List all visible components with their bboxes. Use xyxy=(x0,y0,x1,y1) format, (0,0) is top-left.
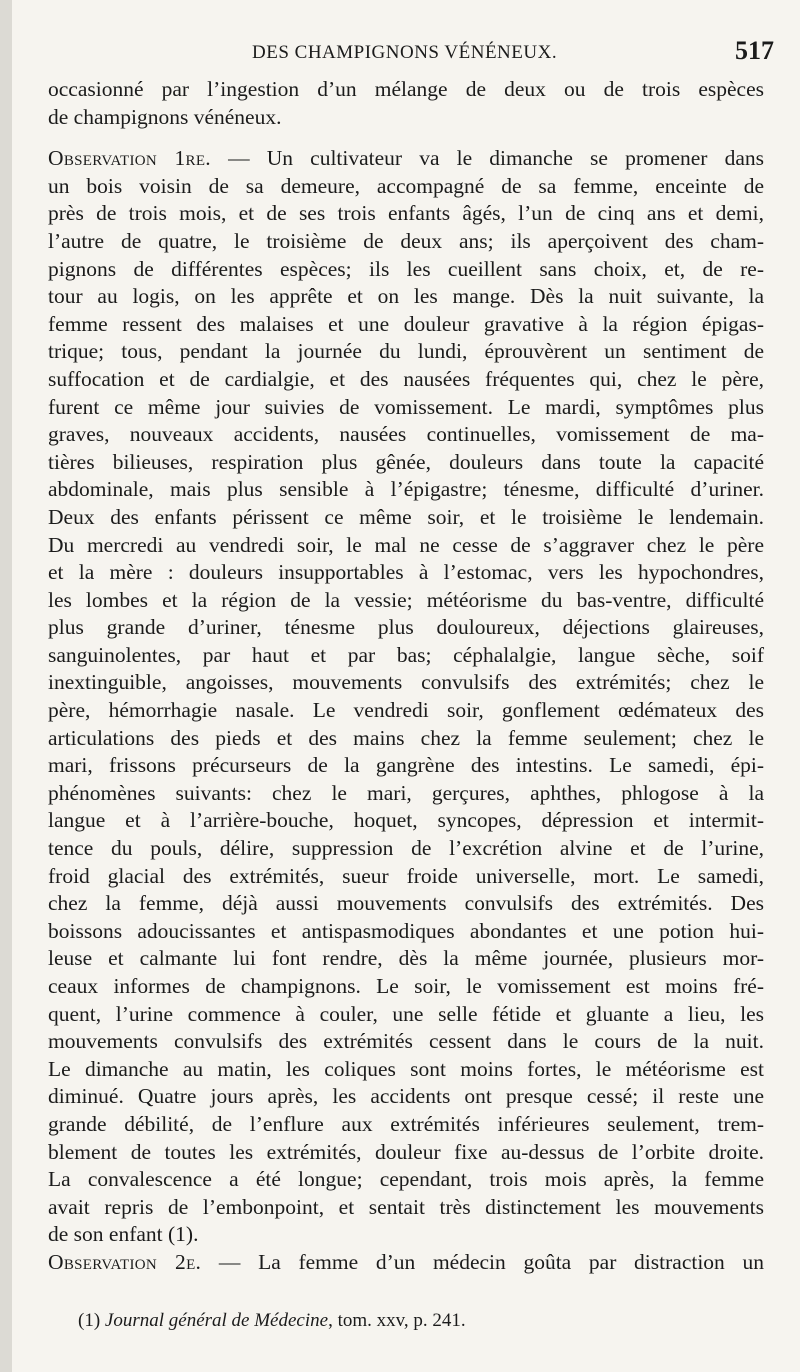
text-line: froid glacial des extrémités, sueur froide universelle, mort. Le samedi, xyxy=(48,863,764,888)
text-line: diminué. Quatre jours après, les accidents ont presque cessé; il reste une xyxy=(48,1084,764,1109)
text-line: trique; tous, pendant la journée du lundi, éprouvèrent un sentiment de xyxy=(48,339,764,364)
observation-2-label: Observation 2e. xyxy=(48,1249,202,1274)
observation-2-first-line xyxy=(48,1249,764,1277)
text-line: chez la femme, déjà aussi mouvements convulsifs des extrémités. Des xyxy=(48,891,764,916)
text-line: quent, l’urine commence à couler, une selle fétide et gluante a lieu, les xyxy=(48,1001,764,1026)
body-text xyxy=(48,76,764,1277)
text-line: boissons adoucissantes et antispasmodiques abondantes et une potion hui- xyxy=(48,918,764,943)
text-line: La convalescence a été longue; cependant, trois mois après, la femme xyxy=(48,1167,764,1192)
text-line: grande débilité, de l’enflure aux extrémités inférieures seulement, trem- xyxy=(48,1111,764,1136)
text-line: suffocation et de cardialgie, et des nausées fréquentes qui, chez le père, xyxy=(48,366,764,391)
text-line: Le dimanche au matin, les coliques sont moins fortes, le météorisme est xyxy=(48,1056,764,1081)
text-line: furent ce même jour suivies de vomissement. Le mardi, symptômes plus xyxy=(48,394,764,419)
text-line: les lombes et la région de la vessie; météorisme du bas-ventre, difficulté xyxy=(48,587,764,612)
text-line: père, hémorrhagie nasale. Le vendredi soir, gonflement œdémateux des xyxy=(48,698,764,723)
running-title: DES CHAMPIGNONS VÉNÉNEUX. xyxy=(252,42,558,63)
text-line: de son enfant (1). xyxy=(48,1222,199,1247)
text-line: graves, nouveaux accidents, nausées continuelles, vomissement de ma- xyxy=(48,422,764,447)
text-line: inextinguible, angoisses, mouvements convulsifs des extrémités; chez le xyxy=(48,670,764,695)
text-line: leuse et calmante lui font rendre, dès la même journée, plusieurs mor- xyxy=(48,946,764,971)
text-line: de champignons vénéneux. xyxy=(48,104,282,129)
text-line: Deux des enfants périssent ce même soir, et le troisième le lendemain. xyxy=(48,504,764,529)
text-line: et la mère : douleurs insupportables à l’estomac, vers les hypochondres, xyxy=(48,560,764,585)
text-line: Du mercredi au vendredi soir, le mal ne cesse de s’aggraver chez le père xyxy=(48,532,764,557)
text-line: près de trois mois, et de ses trois enfants âgés, l’un de cinq ans et demi, xyxy=(48,201,764,226)
page-header xyxy=(12,34,800,74)
text-line: sanguinolentes, par haut et par bas; céphalalgie, langue sèche, soif xyxy=(48,642,764,667)
text-line: tières bilieuses, respiration plus gênée, douleurs dans toute la capacité xyxy=(48,449,764,474)
observation-1-paragraph xyxy=(48,173,764,1249)
footnote-journal: Journal général de Médecine xyxy=(104,1310,329,1331)
text-line: un bois voisin de sa demeure, accompagné de sa femme, enceinte de xyxy=(48,173,764,198)
footnote-marker: (1) xyxy=(78,1310,101,1331)
text-line: plus grande d’uriner, ténesme plus douloureux, déjections glaireuses, xyxy=(48,615,764,640)
text-line: occasionné par l’ingestion d’un mélange de deux ou de trois espèces xyxy=(48,77,764,101)
text-line: femme ressent des malaises et une douleur gravative à la région épigas- xyxy=(48,311,764,336)
footnote-reference: , tom. xxv, p. 241. xyxy=(328,1310,466,1331)
observation-1-first-line-text: — Un cultivateur va le dimanche se promener dans xyxy=(210,146,764,171)
text-line: langue et à l’arrière-bouche, hoquet, syncopes, dépression et intermit- xyxy=(48,808,764,833)
text-line: pignons de différentes espèces; ils les cueillent sans choix, et, de re- xyxy=(48,256,764,281)
footnote xyxy=(78,1310,778,1332)
page-number: 517 xyxy=(735,36,774,65)
text-line: blement de toutes les extrémités, douleur fixe au-dessus de l’orbite droite. xyxy=(48,1139,764,1164)
text-line: l’autre de quatre, le troisième de deux ans; ils aperçoivent des cham- xyxy=(48,228,764,253)
observation-2-first-line-text: — La femme d’un médecin goûta par distraction un xyxy=(201,1249,764,1274)
text-line: avait repris de l’embonpoint, et sentait très distinctement les mouvements xyxy=(48,1194,764,1219)
text-line: ceaux informes de champignons. Le soir, le vomissement est moins fré- xyxy=(48,974,764,998)
text-line: abdominale, mais plus sensible à l’épigastre; ténesme, difficulté d’uriner. xyxy=(48,477,764,502)
text-line: articulations des pieds et des mains chez la femme seulement; chez le xyxy=(48,725,764,750)
text-line: tour au logis, on les apprête et on les mange. Dès la nuit suivante, la xyxy=(48,284,764,309)
text-line: tence du pouls, délire, suppression de l’excrétion alvine et de l’urine, xyxy=(48,836,764,861)
paragraph-gap xyxy=(48,131,764,145)
text-line: mari, frissons précurseurs de la gangrène des intestins. Le samedi, épi- xyxy=(48,753,764,778)
text-line: phénomènes suivants: chez le mari, gerçures, aphthes, phlogose à la xyxy=(48,780,764,805)
observation-1-first-line xyxy=(48,145,764,173)
observation-1-label: Observation 1re. xyxy=(48,146,211,171)
text-line: mouvements convulsifs des extrémités cessent dans le cours de la nuit. xyxy=(48,1029,764,1054)
